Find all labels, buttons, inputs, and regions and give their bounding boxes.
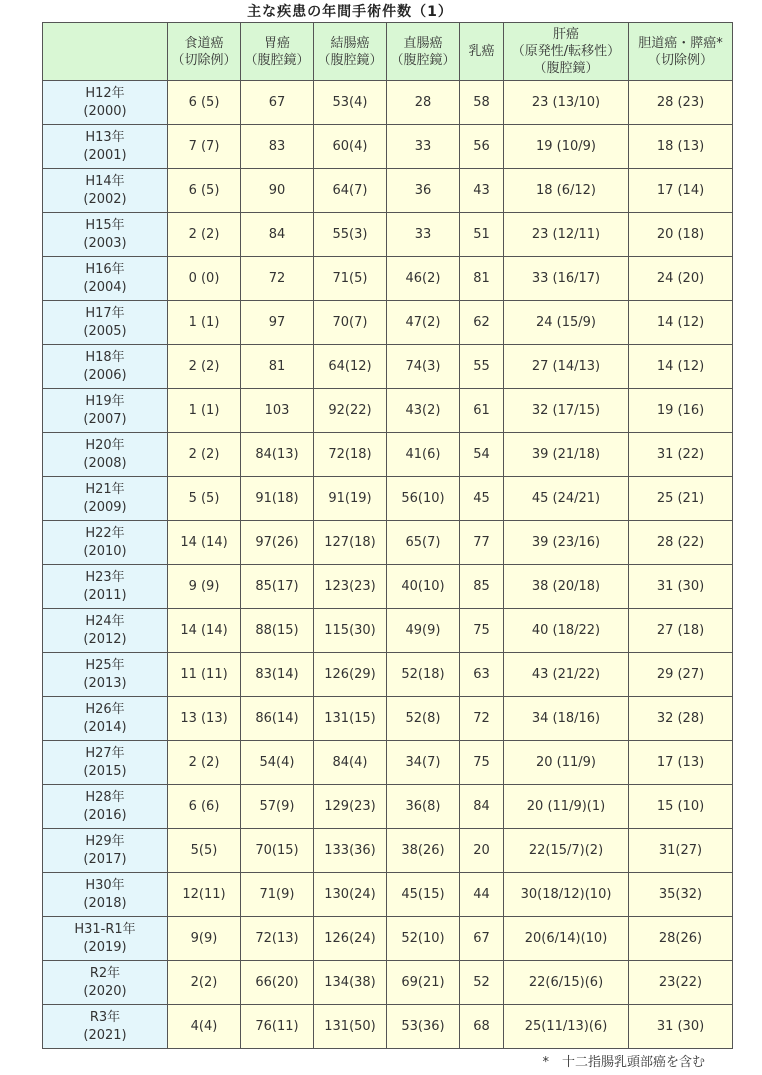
count-cell: 20 xyxy=(460,829,504,873)
count-cell: 46(2) xyxy=(387,257,460,301)
count-cell: 103 xyxy=(241,389,314,433)
column-header: 胃癌 （腹腔鏡） xyxy=(241,23,314,81)
count-cell: 14 (14) xyxy=(168,521,241,565)
count-cell: 18 (6/12) xyxy=(504,169,629,213)
count-cell: 13 (13) xyxy=(168,697,241,741)
count-cell: 4(4) xyxy=(168,1005,241,1049)
count-cell: 45 (24/21) xyxy=(504,477,629,521)
count-cell: 70(15) xyxy=(241,829,314,873)
count-cell: 63 xyxy=(460,653,504,697)
count-cell: 77 xyxy=(460,521,504,565)
count-cell: 64(12) xyxy=(314,345,387,389)
count-cell: 44 xyxy=(460,873,504,917)
year-cell: R2年 (2020) xyxy=(43,961,168,1005)
table-row xyxy=(43,81,733,125)
count-cell: 74(3) xyxy=(387,345,460,389)
count-cell: 15 (10) xyxy=(629,785,733,829)
count-cell: 58 xyxy=(460,81,504,125)
count-cell: 72 xyxy=(460,697,504,741)
count-cell: 43(2) xyxy=(387,389,460,433)
year-cell: H12年 (2000) xyxy=(43,81,168,125)
year-cell: H21年 (2009) xyxy=(43,477,168,521)
count-cell: 5(5) xyxy=(168,829,241,873)
count-cell: 31 (30) xyxy=(629,565,733,609)
count-cell: 27 (18) xyxy=(629,609,733,653)
count-cell: 88(15) xyxy=(241,609,314,653)
count-cell: 76(11) xyxy=(241,1005,314,1049)
year-cell: H20年 (2008) xyxy=(43,433,168,477)
year-cell: H18年 (2006) xyxy=(43,345,168,389)
count-cell: 9(9) xyxy=(168,917,241,961)
count-cell: 20 (18) xyxy=(629,213,733,257)
count-cell: 6 (5) xyxy=(168,81,241,125)
count-cell: 45 xyxy=(460,477,504,521)
year-cell: H16年 (2004) xyxy=(43,257,168,301)
count-cell: 84 xyxy=(241,213,314,257)
year-cell: H23年 (2011) xyxy=(43,565,168,609)
count-cell: 41(6) xyxy=(387,433,460,477)
year-cell: H29年 (2017) xyxy=(43,829,168,873)
count-cell: 33 (16/17) xyxy=(504,257,629,301)
table-row xyxy=(43,565,733,609)
count-cell: 56 xyxy=(460,125,504,169)
count-cell: 32 (17/15) xyxy=(504,389,629,433)
count-cell: 23(22) xyxy=(629,961,733,1005)
count-cell: 131(50) xyxy=(314,1005,387,1049)
year-cell: H24年 (2012) xyxy=(43,609,168,653)
count-cell: 28(26) xyxy=(629,917,733,961)
column-header: 直腸癌 （腹腔鏡） xyxy=(387,23,460,81)
count-cell: 35(32) xyxy=(629,873,733,917)
footnote: * 十二指腸乳頭部癌を含む xyxy=(542,1055,705,1070)
count-cell: 92(22) xyxy=(314,389,387,433)
count-cell: 23 (13/10) xyxy=(504,81,629,125)
count-cell: 54 xyxy=(460,433,504,477)
count-cell: 53(36) xyxy=(387,1005,460,1049)
count-cell: 20 (11/9)(1) xyxy=(504,785,629,829)
header-corner-cell xyxy=(43,23,168,81)
count-cell: 2 (2) xyxy=(168,741,241,785)
count-cell: 31 (30) xyxy=(629,1005,733,1049)
count-cell: 12(11) xyxy=(168,873,241,917)
count-cell: 22(6/15)(6) xyxy=(504,961,629,1005)
count-cell: 84 xyxy=(460,785,504,829)
count-cell: 81 xyxy=(241,345,314,389)
count-cell: 38 (20/18) xyxy=(504,565,629,609)
year-cell: H19年 (2007) xyxy=(43,389,168,433)
count-cell: 1 (1) xyxy=(168,389,241,433)
table-row xyxy=(43,169,733,213)
count-cell: 14 (14) xyxy=(168,609,241,653)
count-cell: 19 (16) xyxy=(629,389,733,433)
count-cell: 68 xyxy=(460,1005,504,1049)
table-row xyxy=(43,873,733,917)
table-row xyxy=(43,213,733,257)
count-cell: 28 (23) xyxy=(629,81,733,125)
column-header: 胆道癌・膵癌* （切除例） xyxy=(629,23,733,81)
table-row xyxy=(43,917,733,961)
count-cell: 126(29) xyxy=(314,653,387,697)
count-cell: 28 (22) xyxy=(629,521,733,565)
table-row xyxy=(43,741,733,785)
count-cell: 9 (9) xyxy=(168,565,241,609)
count-cell: 20(6/14)(10) xyxy=(504,917,629,961)
table-row xyxy=(43,345,733,389)
count-cell: 126(24) xyxy=(314,917,387,961)
count-cell: 17 (13) xyxy=(629,741,733,785)
count-cell: 6 (6) xyxy=(168,785,241,829)
count-cell: 72 xyxy=(241,257,314,301)
count-cell: 36 xyxy=(387,169,460,213)
table-row xyxy=(43,521,733,565)
table-row xyxy=(43,257,733,301)
count-cell: 45(15) xyxy=(387,873,460,917)
count-cell: 91(18) xyxy=(241,477,314,521)
count-cell: 97(26) xyxy=(241,521,314,565)
count-cell: 57(9) xyxy=(241,785,314,829)
count-cell: 84(4) xyxy=(314,741,387,785)
table-row xyxy=(43,785,733,829)
count-cell: 7 (7) xyxy=(168,125,241,169)
count-cell: 2(2) xyxy=(168,961,241,1005)
count-cell: 1 (1) xyxy=(168,301,241,345)
count-cell: 66(20) xyxy=(241,961,314,1005)
count-cell: 90 xyxy=(241,169,314,213)
header-row xyxy=(43,23,733,81)
table-row xyxy=(43,961,733,1005)
page-title: 主な疾患の年間手術件数（1） xyxy=(247,4,453,20)
year-cell: H13年 (2001) xyxy=(43,125,168,169)
count-cell: 130(24) xyxy=(314,873,387,917)
count-cell: 83(14) xyxy=(241,653,314,697)
count-cell: 34 (18/16) xyxy=(504,697,629,741)
table-row xyxy=(43,1005,733,1049)
count-cell: 40 (18/22) xyxy=(504,609,629,653)
count-cell: 27 (14/13) xyxy=(504,345,629,389)
count-cell: 52(10) xyxy=(387,917,460,961)
count-cell: 32 (28) xyxy=(629,697,733,741)
count-cell: 85(17) xyxy=(241,565,314,609)
count-cell: 51 xyxy=(460,213,504,257)
count-cell: 0 (0) xyxy=(168,257,241,301)
count-cell: 65(7) xyxy=(387,521,460,565)
count-cell: 5 (5) xyxy=(168,477,241,521)
count-cell: 49(9) xyxy=(387,609,460,653)
count-cell: 52(8) xyxy=(387,697,460,741)
table-row xyxy=(43,653,733,697)
year-cell: H17年 (2005) xyxy=(43,301,168,345)
year-cell: H28年 (2016) xyxy=(43,785,168,829)
count-cell: 2 (2) xyxy=(168,213,241,257)
year-cell: H15年 (2003) xyxy=(43,213,168,257)
table-row xyxy=(43,389,733,433)
count-cell: 134(38) xyxy=(314,961,387,1005)
year-cell: H30年 (2018) xyxy=(43,873,168,917)
count-cell: 23 (12/11) xyxy=(504,213,629,257)
count-cell: 83 xyxy=(241,125,314,169)
count-cell: 123(23) xyxy=(314,565,387,609)
count-cell: 17 (14) xyxy=(629,169,733,213)
count-cell: 55 xyxy=(460,345,504,389)
table-row xyxy=(43,829,733,873)
year-cell: R3年 (2021) xyxy=(43,1005,168,1049)
count-cell: 43 (21/22) xyxy=(504,653,629,697)
count-cell: 97 xyxy=(241,301,314,345)
count-cell: 127(18) xyxy=(314,521,387,565)
count-cell: 19 (10/9) xyxy=(504,125,629,169)
column-header: 結腸癌 （腹腔鏡） xyxy=(314,23,387,81)
year-cell: H22年 (2010) xyxy=(43,521,168,565)
count-cell: 129(23) xyxy=(314,785,387,829)
table-row xyxy=(43,301,733,345)
count-cell: 115(30) xyxy=(314,609,387,653)
surgery-count-table xyxy=(42,22,733,1049)
count-cell: 31 (22) xyxy=(629,433,733,477)
count-cell: 39 (21/18) xyxy=(504,433,629,477)
count-cell: 56(10) xyxy=(387,477,460,521)
count-cell: 60(4) xyxy=(314,125,387,169)
count-cell: 75 xyxy=(460,741,504,785)
count-cell: 84(13) xyxy=(241,433,314,477)
count-cell: 52(18) xyxy=(387,653,460,697)
count-cell: 29 (27) xyxy=(629,653,733,697)
table-row xyxy=(43,609,733,653)
count-cell: 67 xyxy=(241,81,314,125)
count-cell: 34(7) xyxy=(387,741,460,785)
column-header: 肝癌 （原発性/転移性） （腹腔鏡） xyxy=(504,23,629,81)
column-header: 乳癌 xyxy=(460,23,504,81)
count-cell: 55(3) xyxy=(314,213,387,257)
count-cell: 69(21) xyxy=(387,961,460,1005)
count-cell: 71(9) xyxy=(241,873,314,917)
count-cell: 25(11/13)(6) xyxy=(504,1005,629,1049)
year-cell: H25年 (2013) xyxy=(43,653,168,697)
count-cell: 14 (12) xyxy=(629,301,733,345)
count-cell: 70(7) xyxy=(314,301,387,345)
count-cell: 2 (2) xyxy=(168,433,241,477)
year-cell: H27年 (2015) xyxy=(43,741,168,785)
count-cell: 64(7) xyxy=(314,169,387,213)
count-cell: 133(36) xyxy=(314,829,387,873)
count-cell: 11 (11) xyxy=(168,653,241,697)
count-cell: 25 (21) xyxy=(629,477,733,521)
count-cell: 2 (2) xyxy=(168,345,241,389)
count-cell: 39 (23/16) xyxy=(504,521,629,565)
count-cell: 24 (15/9) xyxy=(504,301,629,345)
count-cell: 75 xyxy=(460,609,504,653)
count-cell: 14 (12) xyxy=(629,345,733,389)
count-cell: 86(14) xyxy=(241,697,314,741)
count-cell: 20 (11/9) xyxy=(504,741,629,785)
count-cell: 47(2) xyxy=(387,301,460,345)
count-cell: 91(19) xyxy=(314,477,387,521)
count-cell: 52 xyxy=(460,961,504,1005)
count-cell: 33 xyxy=(387,213,460,257)
count-cell: 31(27) xyxy=(629,829,733,873)
year-cell: H14年 (2002) xyxy=(43,169,168,213)
count-cell: 72(13) xyxy=(241,917,314,961)
column-header: 食道癌 （切除例） xyxy=(168,23,241,81)
count-cell: 85 xyxy=(460,565,504,609)
count-cell: 24 (20) xyxy=(629,257,733,301)
count-cell: 53(4) xyxy=(314,81,387,125)
count-cell: 61 xyxy=(460,389,504,433)
count-cell: 40(10) xyxy=(387,565,460,609)
count-cell: 131(15) xyxy=(314,697,387,741)
count-cell: 43 xyxy=(460,169,504,213)
count-cell: 22(15/7)(2) xyxy=(504,829,629,873)
count-cell: 67 xyxy=(460,917,504,961)
count-cell: 33 xyxy=(387,125,460,169)
year-cell: H26年 (2014) xyxy=(43,697,168,741)
count-cell: 81 xyxy=(460,257,504,301)
count-cell: 72(18) xyxy=(314,433,387,477)
count-cell: 62 xyxy=(460,301,504,345)
table-row xyxy=(43,697,733,741)
count-cell: 71(5) xyxy=(314,257,387,301)
count-cell: 30(18/12)(10) xyxy=(504,873,629,917)
table-row xyxy=(43,433,733,477)
count-cell: 18 (13) xyxy=(629,125,733,169)
count-cell: 36(8) xyxy=(387,785,460,829)
count-cell: 28 xyxy=(387,81,460,125)
table-row xyxy=(43,125,733,169)
table-row xyxy=(43,477,733,521)
count-cell: 54(4) xyxy=(241,741,314,785)
count-cell: 6 (5) xyxy=(168,169,241,213)
year-cell: H31-R1年 (2019) xyxy=(43,917,168,961)
count-cell: 38(26) xyxy=(387,829,460,873)
